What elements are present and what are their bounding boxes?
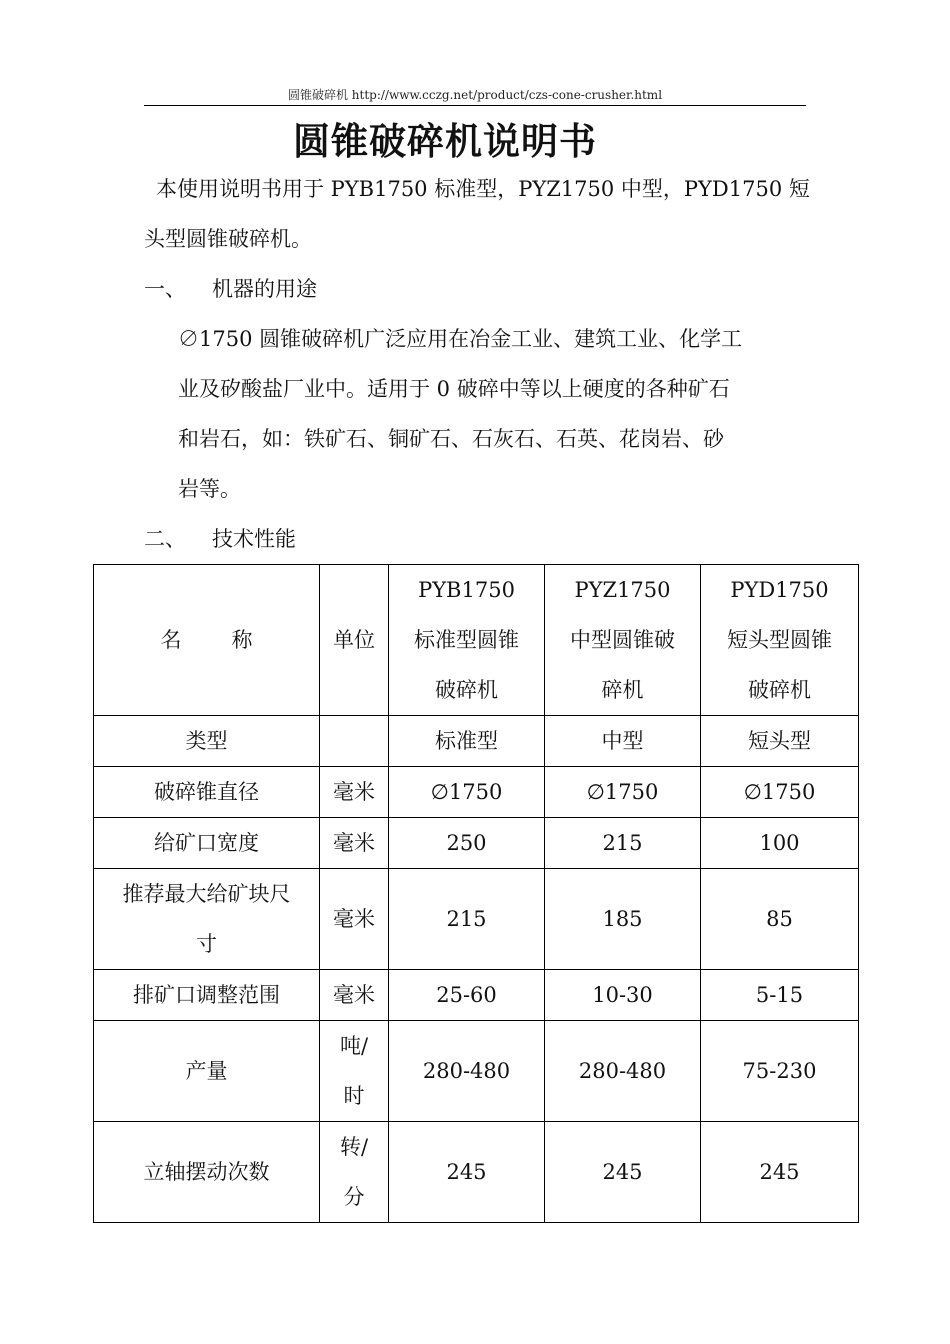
row-value-pyb: 25-60 (389, 970, 545, 1021)
row-unit: 毫米 (320, 767, 389, 818)
row-value-pyz: 185 (545, 869, 701, 970)
table-row (94, 869, 859, 970)
row-value-pyd: 100 (701, 818, 859, 869)
table-row (94, 970, 859, 1021)
header-unit-cell: 单位 (320, 565, 389, 716)
row-name: 产量 (94, 1021, 320, 1122)
row-name: 类型 (94, 716, 320, 767)
header-col-pyz (545, 565, 701, 716)
section-2-heading (144, 514, 296, 564)
page-header-url: 圆锥破碎机 http://www.cczg.net/product/czs-cone-crusher.html (287, 88, 663, 102)
header-pyd-line-1: PYD1750 (730, 578, 829, 602)
table-row (94, 1122, 859, 1223)
row-name-line-1: 推荐最大给矿块尺 (122, 882, 291, 906)
header-pyb-line-3: 破碎机 (435, 678, 498, 702)
section-1-line-1: ∅1750 圆锥破碎机广泛应用在冶金工业、建筑工业、化学工 (178, 327, 743, 351)
row-unit (320, 1122, 389, 1223)
row-name: 立轴摆动次数 (94, 1122, 320, 1223)
row-value-pyb: 标准型 (389, 716, 545, 767)
table-row (94, 716, 859, 767)
header-col-pyb (389, 565, 545, 716)
section-1-number: 一、 (144, 277, 186, 301)
section-2-title: 技术性能 (212, 527, 296, 551)
header-pyz-line-2: 中型圆锥破 (570, 628, 675, 652)
section-1-line-4: 岩等。 (178, 477, 241, 501)
section-2-number: 二、 (144, 527, 186, 551)
row-name-line-2: 寸 (196, 932, 217, 956)
header-pyd-line-3: 破碎机 (748, 678, 811, 702)
row-value-pyz: 中型 (545, 716, 701, 767)
row-value-pyz: 280-480 (545, 1021, 701, 1122)
row-unit (320, 716, 389, 767)
row-value-pyb: 250 (389, 818, 545, 869)
document-title: 圆锥破碎机说明书 (293, 119, 597, 163)
table-row (94, 767, 859, 818)
section-1-title: 机器的用途 (212, 277, 317, 301)
header-pyz-line-3: 碎机 (601, 678, 644, 702)
header-pyd-line-2: 短头型圆锥 (727, 628, 832, 652)
row-value-pyb: 215 (389, 869, 545, 970)
section-1-line-3: 和岩石，如：铁矿石、铜矿石、石灰石、石英、花岗岩、砂 (178, 427, 724, 451)
row-unit: 毫米 (320, 818, 389, 869)
row-value-pyz: 245 (545, 1122, 701, 1223)
row-value-pyd: 75-230 (701, 1021, 859, 1122)
row-value-pyz: ∅1750 (545, 767, 701, 818)
header-name-part-b: 称 (231, 628, 253, 652)
intro-line-2: 头型圆锥破碎机。 (144, 227, 312, 251)
header-divider (144, 105, 806, 106)
header-pyz-line-1: PYZ1750 (574, 578, 671, 602)
row-unit-line-1: 吨/ (339, 1034, 369, 1058)
table-row (94, 818, 859, 869)
header-col-pyd (701, 565, 859, 716)
row-name: 排矿口调整范围 (94, 970, 320, 1021)
row-name (94, 869, 320, 970)
section-1-heading (144, 264, 317, 314)
table-row (94, 1021, 859, 1122)
row-unit-line-2: 分 (343, 1185, 365, 1209)
spec-table (93, 564, 859, 1223)
row-name: 给矿口宽度 (94, 818, 320, 869)
row-unit-line-2: 时 (343, 1084, 365, 1108)
row-unit: 毫米 (320, 970, 389, 1021)
row-value-pyd: 85 (701, 869, 859, 970)
intro-line-1: 本使用说明书用于 PYB1750 标准型，PYZ1750 中型，PYD1750 短 (156, 177, 810, 201)
header-name-cell (94, 565, 320, 716)
header-pyb-line-2: 标准型圆锥 (414, 628, 519, 652)
section-1-line-2: 业及矽酸盐厂业中。适用于 0 破碎中等以上硬度的各种矿石 (178, 377, 730, 401)
row-value-pyd: 245 (701, 1122, 859, 1223)
row-value-pyz: 215 (545, 818, 701, 869)
table-header-row (94, 565, 859, 716)
row-value-pyd: 5-15 (701, 970, 859, 1021)
row-name: 破碎锥直径 (94, 767, 320, 818)
row-value-pyd: ∅1750 (701, 767, 859, 818)
row-unit (320, 1021, 389, 1122)
row-value-pyb: 245 (389, 1122, 545, 1223)
row-unit: 毫米 (320, 869, 389, 970)
header-name-part-a: 名 (160, 628, 182, 652)
row-value-pyz: 10-30 (545, 970, 701, 1021)
header-pyb-line-1: PYB1750 (418, 578, 515, 602)
row-value-pyb: 280-480 (389, 1021, 545, 1122)
row-unit-line-1: 转/ (339, 1135, 369, 1159)
row-value-pyd: 短头型 (701, 716, 859, 767)
row-value-pyb: ∅1750 (389, 767, 545, 818)
